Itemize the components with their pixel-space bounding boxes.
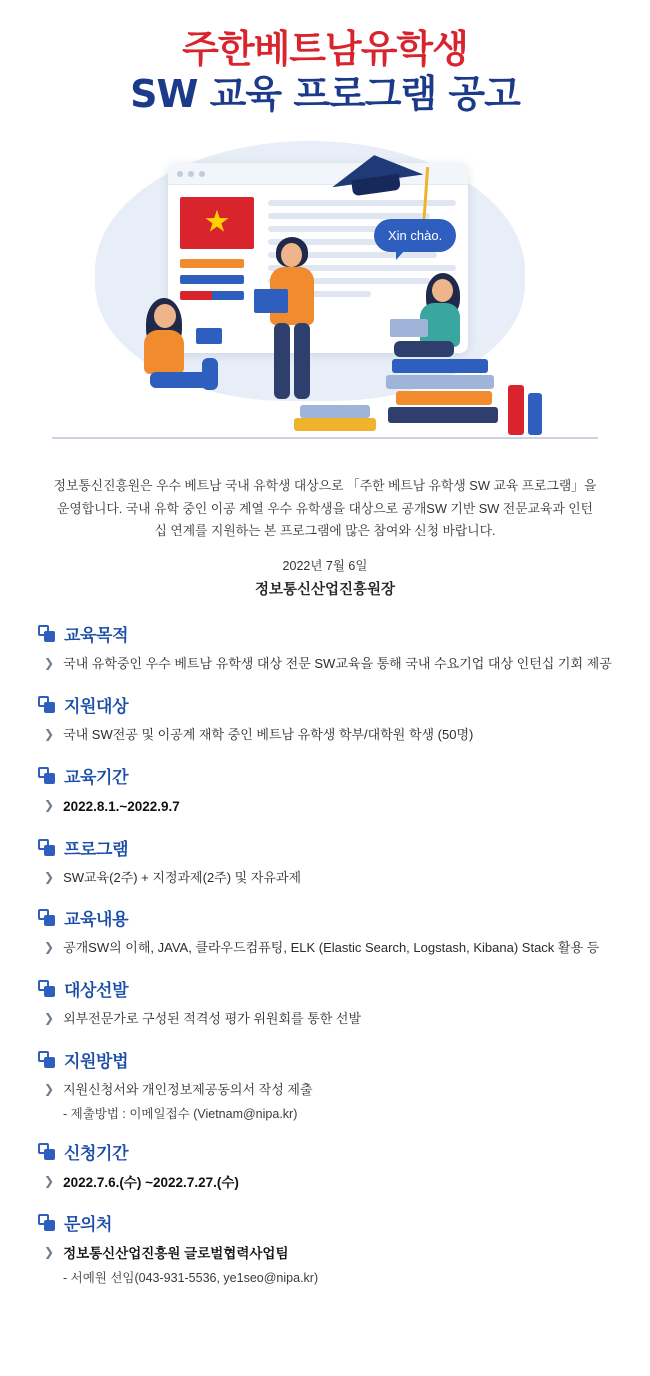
section-bullets (38, 1080, 612, 1122)
double-square-icon (38, 980, 55, 997)
section-신청기간 (38, 1139, 612, 1194)
intro-paragraph: 정보통신진흥원은 우수 베트남 국내 유학생 대상으로 「주한 베트남 유학생 SW 교육 프로그램」을 운영합니다. 국내 유학 중인 이공 계열 우수 유학생을 대상으로 공개SW 기반 SW 전문교육과 인턴십 연계를 지원하는 본 프로그램에 많은 참여와 신청 바랍니다. (53, 478, 597, 539)
section-header (38, 1139, 612, 1164)
list-item-text: 국내 SW전공 및 이공계 재학 중인 베트남 유학생 학부/대학원 학생 (50명) (63, 727, 474, 743)
section-bullets (38, 868, 612, 889)
list-item-subtext: - 제출방법 : 이메일접수 (Vietnam@nipa.kr) (63, 1106, 298, 1121)
section-교육기간 (38, 763, 612, 818)
list-item-subtext: - 서예원 선임(043-931-5536, ye1seo@nipa.kr) (63, 1271, 319, 1286)
title-line-2: SW 교육 프로그램 공고 (130, 71, 520, 116)
title-line-1: 주한베트남유학생 (182, 27, 468, 71)
section-title: 지원대상 (64, 697, 129, 717)
double-square-icon (38, 1051, 55, 1068)
section-bullets (38, 1172, 612, 1194)
list-item-text: 지원신청서와 개인정보제공동의서 작성 제출 (63, 1082, 313, 1098)
chevron-right-icon: ❯ (44, 1011, 55, 1026)
list-item-text: 외부전문가로 구성된 적격성 평가 위원회를 통한 선발 (63, 1011, 362, 1027)
section-bullets (38, 938, 612, 959)
chevron-right-icon: ❯ (44, 1173, 55, 1188)
double-square-icon (38, 696, 55, 713)
section-지원대상 (38, 692, 612, 746)
list-item-text: 2022.7.6.(수) ~2022.7.27.(수) (63, 1174, 239, 1190)
list-item (44, 868, 612, 889)
window-dot-icon (188, 171, 194, 177)
double-square-icon (38, 909, 55, 926)
window-dot-icon (199, 171, 205, 177)
list-item-text: 정보통신산업진흥원 글로벌협력사업팀 (63, 1246, 289, 1262)
organization-name: 정보통신산업진흥원장 (254, 582, 396, 599)
section-header (38, 905, 612, 930)
section-대상선발 (38, 976, 612, 1030)
section-list (0, 621, 650, 1333)
list-item-text: SW교육(2주) + 지정과제(2주) 및 자유과제 (63, 869, 302, 885)
section-bullets (38, 1009, 612, 1030)
section-title: 대상선발 (64, 981, 129, 1001)
section-header (38, 835, 612, 860)
double-square-icon (38, 767, 55, 784)
section-header (38, 692, 612, 717)
section-bullets (38, 1243, 612, 1286)
section-프로그램 (38, 835, 612, 889)
double-square-icon (38, 1214, 55, 1231)
chevron-right-icon: ❯ (44, 656, 55, 671)
list-item-text: 국내 유학중인 우수 베트남 유학생 대상 전문 SW교육을 통해 국내 수요기업 대상 인턴십 기회 제공 (63, 656, 612, 672)
chevron-right-icon: ❯ (44, 1082, 55, 1097)
list-item-text: 2022.8.1.~2022.9.7 (63, 799, 180, 815)
double-square-icon (38, 1143, 55, 1160)
chevron-right-icon: ❯ (44, 798, 55, 813)
speech-bubble: Xin chào. (374, 219, 456, 252)
section-title: 지원방법 (64, 1052, 129, 1072)
section-문의처 (38, 1210, 612, 1286)
list-item (44, 1080, 612, 1101)
chevron-right-icon: ❯ (44, 1245, 55, 1260)
chevron-right-icon: ❯ (44, 727, 55, 742)
bar-orange (180, 259, 244, 268)
section-header (38, 1210, 612, 1235)
list-item (44, 796, 612, 818)
section-title: 교육내용 (64, 910, 129, 930)
list-item (44, 1172, 612, 1194)
section-header (38, 1047, 612, 1072)
section-bullets (38, 725, 612, 746)
section-교육내용 (38, 905, 612, 959)
section-title: 신청기간 (64, 1143, 129, 1163)
double-square-icon (38, 839, 55, 856)
section-title: 프로그램 (64, 839, 129, 859)
window-dot-icon (177, 171, 183, 177)
hero-divider (52, 437, 598, 439)
double-square-icon (38, 625, 55, 642)
list-item (44, 1243, 612, 1265)
section-header (38, 976, 612, 1001)
chevron-right-icon: ❯ (44, 869, 55, 884)
chevron-right-icon: ❯ (44, 940, 55, 955)
list-item (44, 654, 612, 675)
section-title: 교육기간 (64, 768, 129, 788)
section-교육목적 (38, 621, 612, 675)
vietnam-flag-icon (180, 197, 254, 249)
poster-title (0, 0, 650, 121)
section-header (38, 763, 612, 788)
list-item (44, 938, 612, 959)
section-title: 교육목적 (64, 626, 129, 646)
section-bullets (38, 654, 612, 675)
section-title: 문의처 (64, 1215, 113, 1235)
list-item-text: 공개SW의 이해, JAVA, 클라우드컴퓨팅, ELK (Elastic Search, Logstash, Kibana) Stack 활용 등 (63, 940, 600, 956)
section-지원방법 (38, 1047, 612, 1122)
list-item (44, 1009, 612, 1030)
list-item (44, 725, 612, 746)
bar-split (180, 291, 244, 300)
bar-blue (180, 275, 244, 284)
section-bullets (38, 796, 612, 818)
color-bars (180, 259, 254, 300)
hero-illustration (0, 127, 650, 457)
section-header (38, 621, 612, 646)
announcement-date: 2022년 7월 6일 (282, 559, 368, 574)
